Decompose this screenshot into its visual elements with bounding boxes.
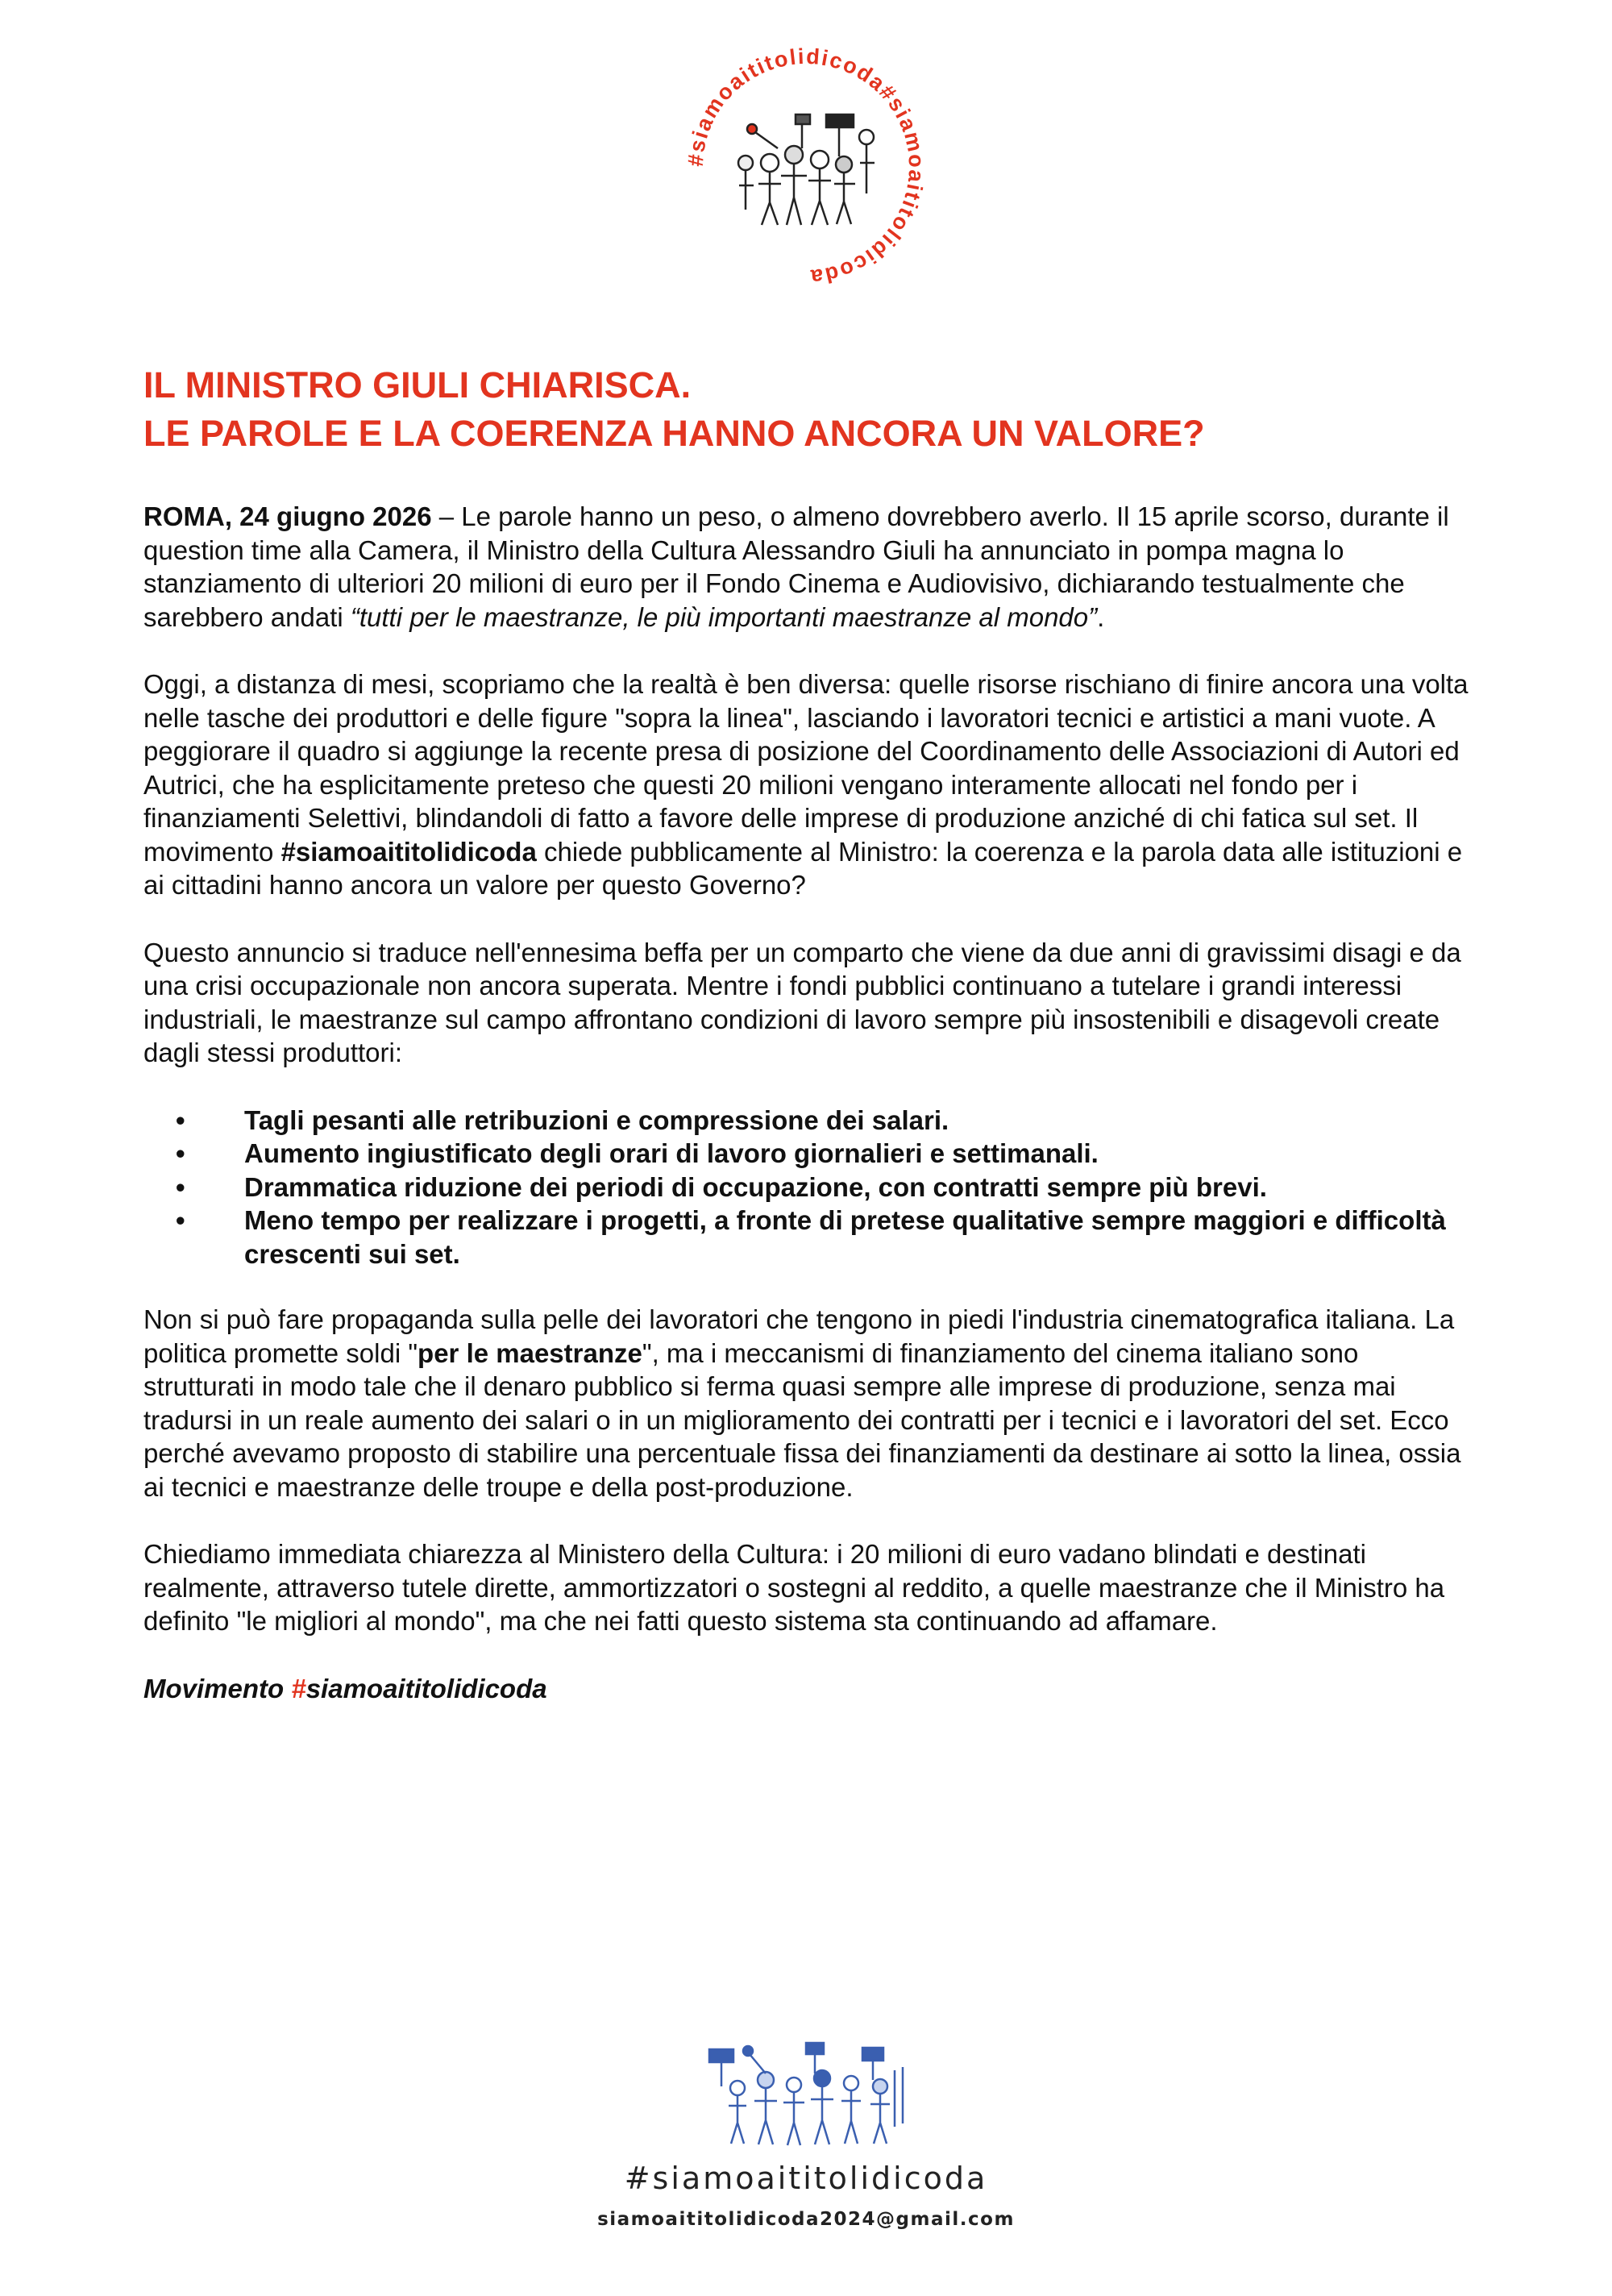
signature-handle: siamoaititolidicoda <box>305 1673 547 1703</box>
paragraph-4-end: ", ma i meccanismi di finanziamento del cinema italiano sono strutturati in modo tale che il denaro pubblico si ferma quasi sempre alle imprese di produzione, senza mai tradursi in un reale aumento dei salari o in un miglioramento dei contratti per i tecnici e i lavoratori del set. Ecco perché avevamo proposto di stabilire una percentuale fissa dei finanziamenti da destinare ai sotto la linea, ossia ai tecnici e maestranze delle troupe e della post-produzione. <box>143 1337 1461 1502</box>
list-item-text: Meno tempo per realizzare i progetti, a fronte di pretese qualitative sempre maggiori e difficoltà crescenti sui set. <box>244 1205 1446 1269</box>
movement-hashtag: #siamoaititolidicoda <box>280 836 537 867</box>
list-item <box>143 1171 1473 1204</box>
logo-ring-text: #siamoaititolidicoda#siamoaititolidicoda <box>683 44 929 290</box>
svg-text:#siamoaititolidicoda#siamoaiti <box>683 44 929 289</box>
list-item-text: Tagli pesanti alle retribuzioni e compressione dei salari. <box>244 1104 949 1135</box>
page-title <box>143 361 1514 458</box>
paragraph-4 <box>143 1303 1473 1504</box>
paragraph-5: Chiediamo immediata chiarezza al Ministero della Cultura: i 20 milioni di euro vadano blindati e destinati realmente, attraverso tutele dirette, ammortizzatori o sostegni al reddito, a quelle maestranze che il Ministro ha definito "le migliori al mondo", ma che nei fatti questo sistema sta continuando ad affamare. <box>143 1539 1445 1636</box>
dateline: ROMA, 24 giugno 2026 <box>143 501 432 531</box>
paragraph-intro-end: . <box>1097 601 1105 632</box>
footer-hashtag: #siamoaititolidicoda <box>624 2161 988 2196</box>
list-item <box>143 1137 1473 1171</box>
paragraph-intro-text: – Le parole hanno un peso, o almeno dovrebbero averlo. Il 15 aprile scorso, durante il question time alla Camera, il Ministro della Cultura Alessandro Giuli ha annunciato in pompa magna lo stanziamento di ulteriori 20 milioni di euro per il Fondo Cinema e Audiovisivo, dichiarando testualmente che sarebbero andati <box>143 501 1449 632</box>
bullet-icon: • <box>176 1205 185 1235</box>
paragraph-2 <box>143 668 1473 902</box>
paragraph-2-end: chiede pubblicamente al Ministro: la coerenza e la parola data alle istituzioni e ai cittadini hanno ancora un valore per questo Governo? <box>143 836 1463 900</box>
bullet-icon: • <box>176 1171 185 1202</box>
paragraph-intro <box>143 500 1473 634</box>
signature <box>143 1672 1473 1706</box>
crowd-illustration-icon <box>738 114 875 225</box>
list-item <box>143 1204 1473 1271</box>
signature-prefix: Movimento <box>143 1673 292 1703</box>
list-item-text: Aumento ingiustificato degli orari di lavoro giornalieri e settimanali. <box>244 1138 1099 1168</box>
grievances-list <box>143 1104 1473 1271</box>
minister-quote: “tutti per le maestranze, le più importanti maestranze al mondo” <box>350 601 1098 632</box>
paragraph-2-text: Oggi, a distanza di mesi, scopriamo che la realtà è ben diversa: quelle risorse rischiano di finire ancora una volta nelle tasche dei produttori e delle figure "sopra la linea", lasciando i lavoratori tecnici e artistici a mani vuote. A peggiorare il quadro si aggiunge la recente presa di posizione del Coordinamento delle Associazioni di Autori ed Autrici, che ha esplicitamente preteso che questi 20 milioni vengano interamente allocati nel fondo per i finanziamenti Selettivi, blindandoli di fatto a favore delle imprese di produzione anziché di chi fatica sul set. Il movimento <box>143 669 1469 867</box>
bullet-icon: • <box>176 1138 185 1168</box>
title-line-1: IL MINISTRO GIULI CHIARISCA. <box>143 364 692 406</box>
title-line-2: LE PAROLE E LA COERENZA HANNO ANCORA UN VALORE? <box>143 413 1205 454</box>
list-item <box>143 1104 1473 1138</box>
logo-top <box>681 42 931 292</box>
article-body <box>143 500 1473 1739</box>
paragraph-4-text: Non si può fare propaganda sulla pelle dei lavoratori che tengono in piedi l'industria cinematografica italiana. La politica promette soldi " <box>143 1304 1455 1368</box>
signature-hash: # <box>291 1673 306 1703</box>
list-item-text: Drammatica riduzione dei periodi di occupazione, con contratti sempre più brevi. <box>244 1171 1267 1202</box>
bullet-icon: • <box>176 1104 185 1135</box>
paragraph-4-bold: per le maestranze <box>418 1337 642 1368</box>
crowd-illustration-blue-icon <box>701 2038 919 2151</box>
footer-email[interactable]: siamoaititolidicoda2024@gmail.com <box>597 2209 1015 2230</box>
paragraph-3: Questo annuncio si traduce nell'ennesima beffa per un comparto che viene da due anni di gravissimi disagi e da una crisi occupazionale non ancora superata. Mentre i fondi pubblici continuano a tutelare i grandi interessi industriali, le maestranze sul campo affrontano condizioni di lavoro sempre più insostenibili e disagevoli create dagli stessi produttori: <box>143 937 1461 1067</box>
